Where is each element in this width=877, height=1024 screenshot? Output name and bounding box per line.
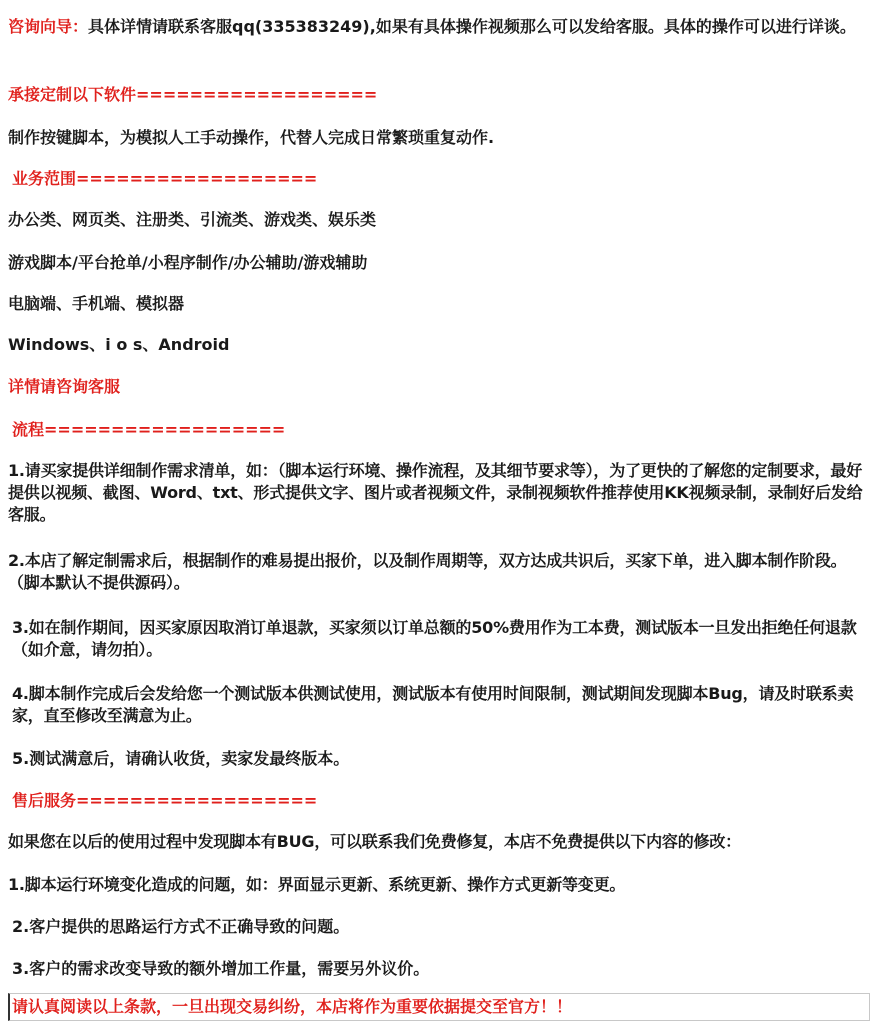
process-step-2: 2.本店了解定制需求后，根据制作的难易提出报价，以及制作周期等，双方达成共识后，买家下单，进入脚本制作阶段。（脚本默认不提供源码）。 [8,551,847,592]
after-sales-section-header: 售后服务================== [12,791,318,810]
consult-more-note: 详情请咨询客服 [8,377,121,396]
after-sales-item-2: 2.客户提供的思路运行方式不正确导致的问题。 [12,917,350,936]
custom-description: 制作按键脚本，为模拟人工手动操作，代替人完成日常繁琐重复动作. [8,128,495,147]
scope-item-categories: 办公类、网页类、注册类、引流类、游戏类、娱乐类 [8,210,377,229]
scope-section-header: 业务范围================== [12,169,318,188]
after-sales-item-3: 3.客户的需求改变导致的额外增加工作量，需要另外议价。 [12,959,430,978]
process-step-4: 4.脚本制作完成后会发给您一个测试版本供测试使用，测试版本有使用时间限制，测试期间发现脚本Bug，请及时联系卖家，直至修改至满意为止。 [12,684,854,725]
after-sales-item-1: 1.脚本运行环境变化造成的问题，如：界面显示更新、系统更新、操作方式更新等变更。 [8,875,626,894]
process-step-5: 5.测试满意后，请确认收货，卖家发最终版本。 [12,749,350,768]
consult-text: 具体详情请联系客服qq(335383249),如果有具体操作视频那么可以发给客服。具体的操作可以进行详谈。 [88,17,856,36]
scope-item-devices: 电脑端、手机端、模拟器 [8,294,185,313]
process-section-header: 流程================== [12,420,286,439]
consult-label: 咨询向导： [8,17,89,36]
scope-item-platforms: Windows、i o s、Android [8,335,230,354]
process-step-3: 3.如在制作期间，因买家原因取消订单退款，买家须以订单总额的50%费用作为工本费，测试版本一旦发出拒绝任何退款（如介意，请勿拍）。 [12,618,857,659]
process-step-1: 1.请买家提供详细制作需求清单，如：（脚本运行环境、操作流程，及其细节要求等），为了更快的了解您的定制要求，最好提供以视频、截图、Word、txt、形式提供文字、图片或者视频文件，录制视频软件推荐使用KK视频录制，录制好后发给客服。 [8,461,863,524]
consult-paragraph [8,16,867,38]
after-sales-intro: 如果您在以后的使用过程中发现脚本有BUG，可以联系我们免费修复，本店不免费提供以下内容的修改： [8,832,741,851]
footer-notice: 请认真阅读以上条款，一旦出现交易纠纷，本店将作为重要依据提交至官方！！ [12,997,573,1016]
scope-item-types: 游戏脚本/平台抢单/小程序制作/办公辅助/游戏辅助 [8,253,368,272]
custom-section-header: 承接定制以下软件================== [8,85,378,104]
